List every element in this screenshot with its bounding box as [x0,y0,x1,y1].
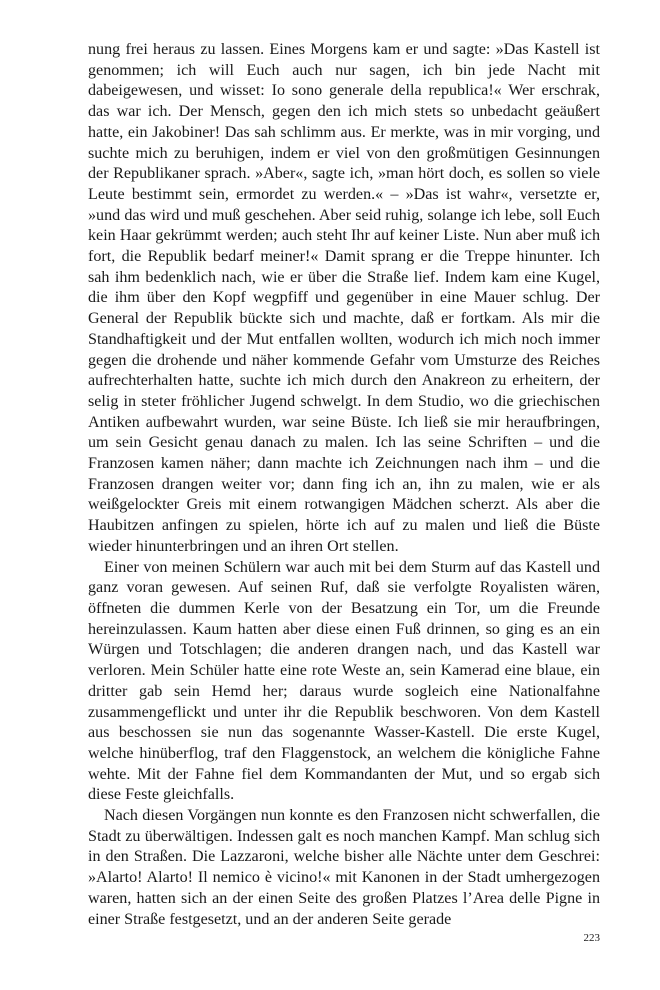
paragraph-1: nung frei heraus zu lassen. Eines Morgens kam er und sagte: »Das Kastell ist genommen; ich will Euch auch nur sagen, ich bin jede Nacht mit dabeigewesen, und wisset: Io sono generale della republica!« Wer erschrak, das war ich. Der Mensch, gegen den ich mich stets so unbedacht geäußert hatte, ein Jakobiner! Das sah schlimm aus. Er merkte, was in mir vorging, und suchte mich zu beruhigen, indem er viel von den großmütigen Gesinnungen der Republikaner sprach. »Aber«, sagte ich, »man hört doch, es sollen so viele Leute bestimmt sein, ermordet zu werden.« – »Das ist wahr«, versetzte er, »und das wird und muß geschehen. Aber seid ruhig, solange ich lebe, soll Euch kein Haar gekrümmt werden; auch steht Ihr auf keiner Liste. Nun aber muß ich fort, die Republik bedarf meiner!« Damit sprang er die Treppe hinunter. Ich sah ihm bedenklich nach, wie er über die Straße lief. Indem kam eine Kugel, die ihm über den Kopf wegpfiff und gegenüber in eine Mauer schlug. Der General der Republik bückte sich und machte, daß er fortkam. Als mir die Standhaftigkeit und der Mut entfallen wollten, wodurch ich mich noch immer gegen die drohende und näher kommende Gefahr vom Umsturze des Reiches aufrechterhalten hatte, suchte ich mich durch den Anakreon zu erheitern, der selig in steter fröhlicher Jugend schwelgt. In dem Studio, wo die griechischen Antiken aufbewahrt wurden, war seine Büste. Ich ließ sie mir heraufbringen, um sein Gesicht genau danach zu malen. Ich las seine Schriften – und die Franzosen kamen näher; dann machte ich Zeichnungen nach ihm – und die Franzosen drangen weiter vor; dann fing ich an, ihn zu malen, wie er als weißgelockter Greis mit einem rotwangigen Mädchen scherzt. Als aber die Haubitzen anfingen zu spielen, hörte ich auf zu malen und ließ die Büste wieder hinunterbringen und an ihren Ort stellen. [88,41,600,555]
paragraph-2: Einer von meinen Schülern war auch mit bei dem Sturm auf das Kastell und ganz voran gewesen. Auf seinen Ruf, daß sie verfolgte Royalisten wären, öffneten die dummen Kerle von der Besatzung ein Tor, um die Freunde hereinzulassen. Kaum hatten aber diese einen Fuß drinnen, so ging es an ein Würgen und Totschlagen; die anderen drangen nach, und das Kastell war verloren. Mein Schüler hatte eine rote Weste an, sein Kamerad eine blaue, ein dritter gab sein Hemd her; daraus wurde sogleich eine Nationalfahne zusammengeflickt und unter ihr die Republik beschworen. Von dem Kastell aus beschossen sie nun das sogenannte Wasser-Kastell. Die erste Kugel, welche hinüberflog, traf den Flaggenstock, an welchem die königliche Fahne wehte. Mit der Fahne fiel dem Kommandanten der Mut, und so ergab sich diese Feste gleichfalls. [88,558,600,804]
body-text [88,40,600,930]
page-number: 223 [583,932,600,944]
paragraph-3: Nach diesen Vorgängen nun konnte es den Franzosen nicht schwerfallen, die Stadt zu überwältigen. Indessen galt es noch manchen Kampf. Man schlug sich in den Straßen. Die Lazzaroni, welche bisher alle Nächte unter dem Geschrei: »Alarto! Alarto! Il nemico è vicino!« mit Kanonen in der Stadt umhergezogen waren, hatten sich an der einen Seite des großen Platzes l’Area delle Pigne in einer Straße festgesetzt, und an der anderen Seite gerade [88,807,600,928]
